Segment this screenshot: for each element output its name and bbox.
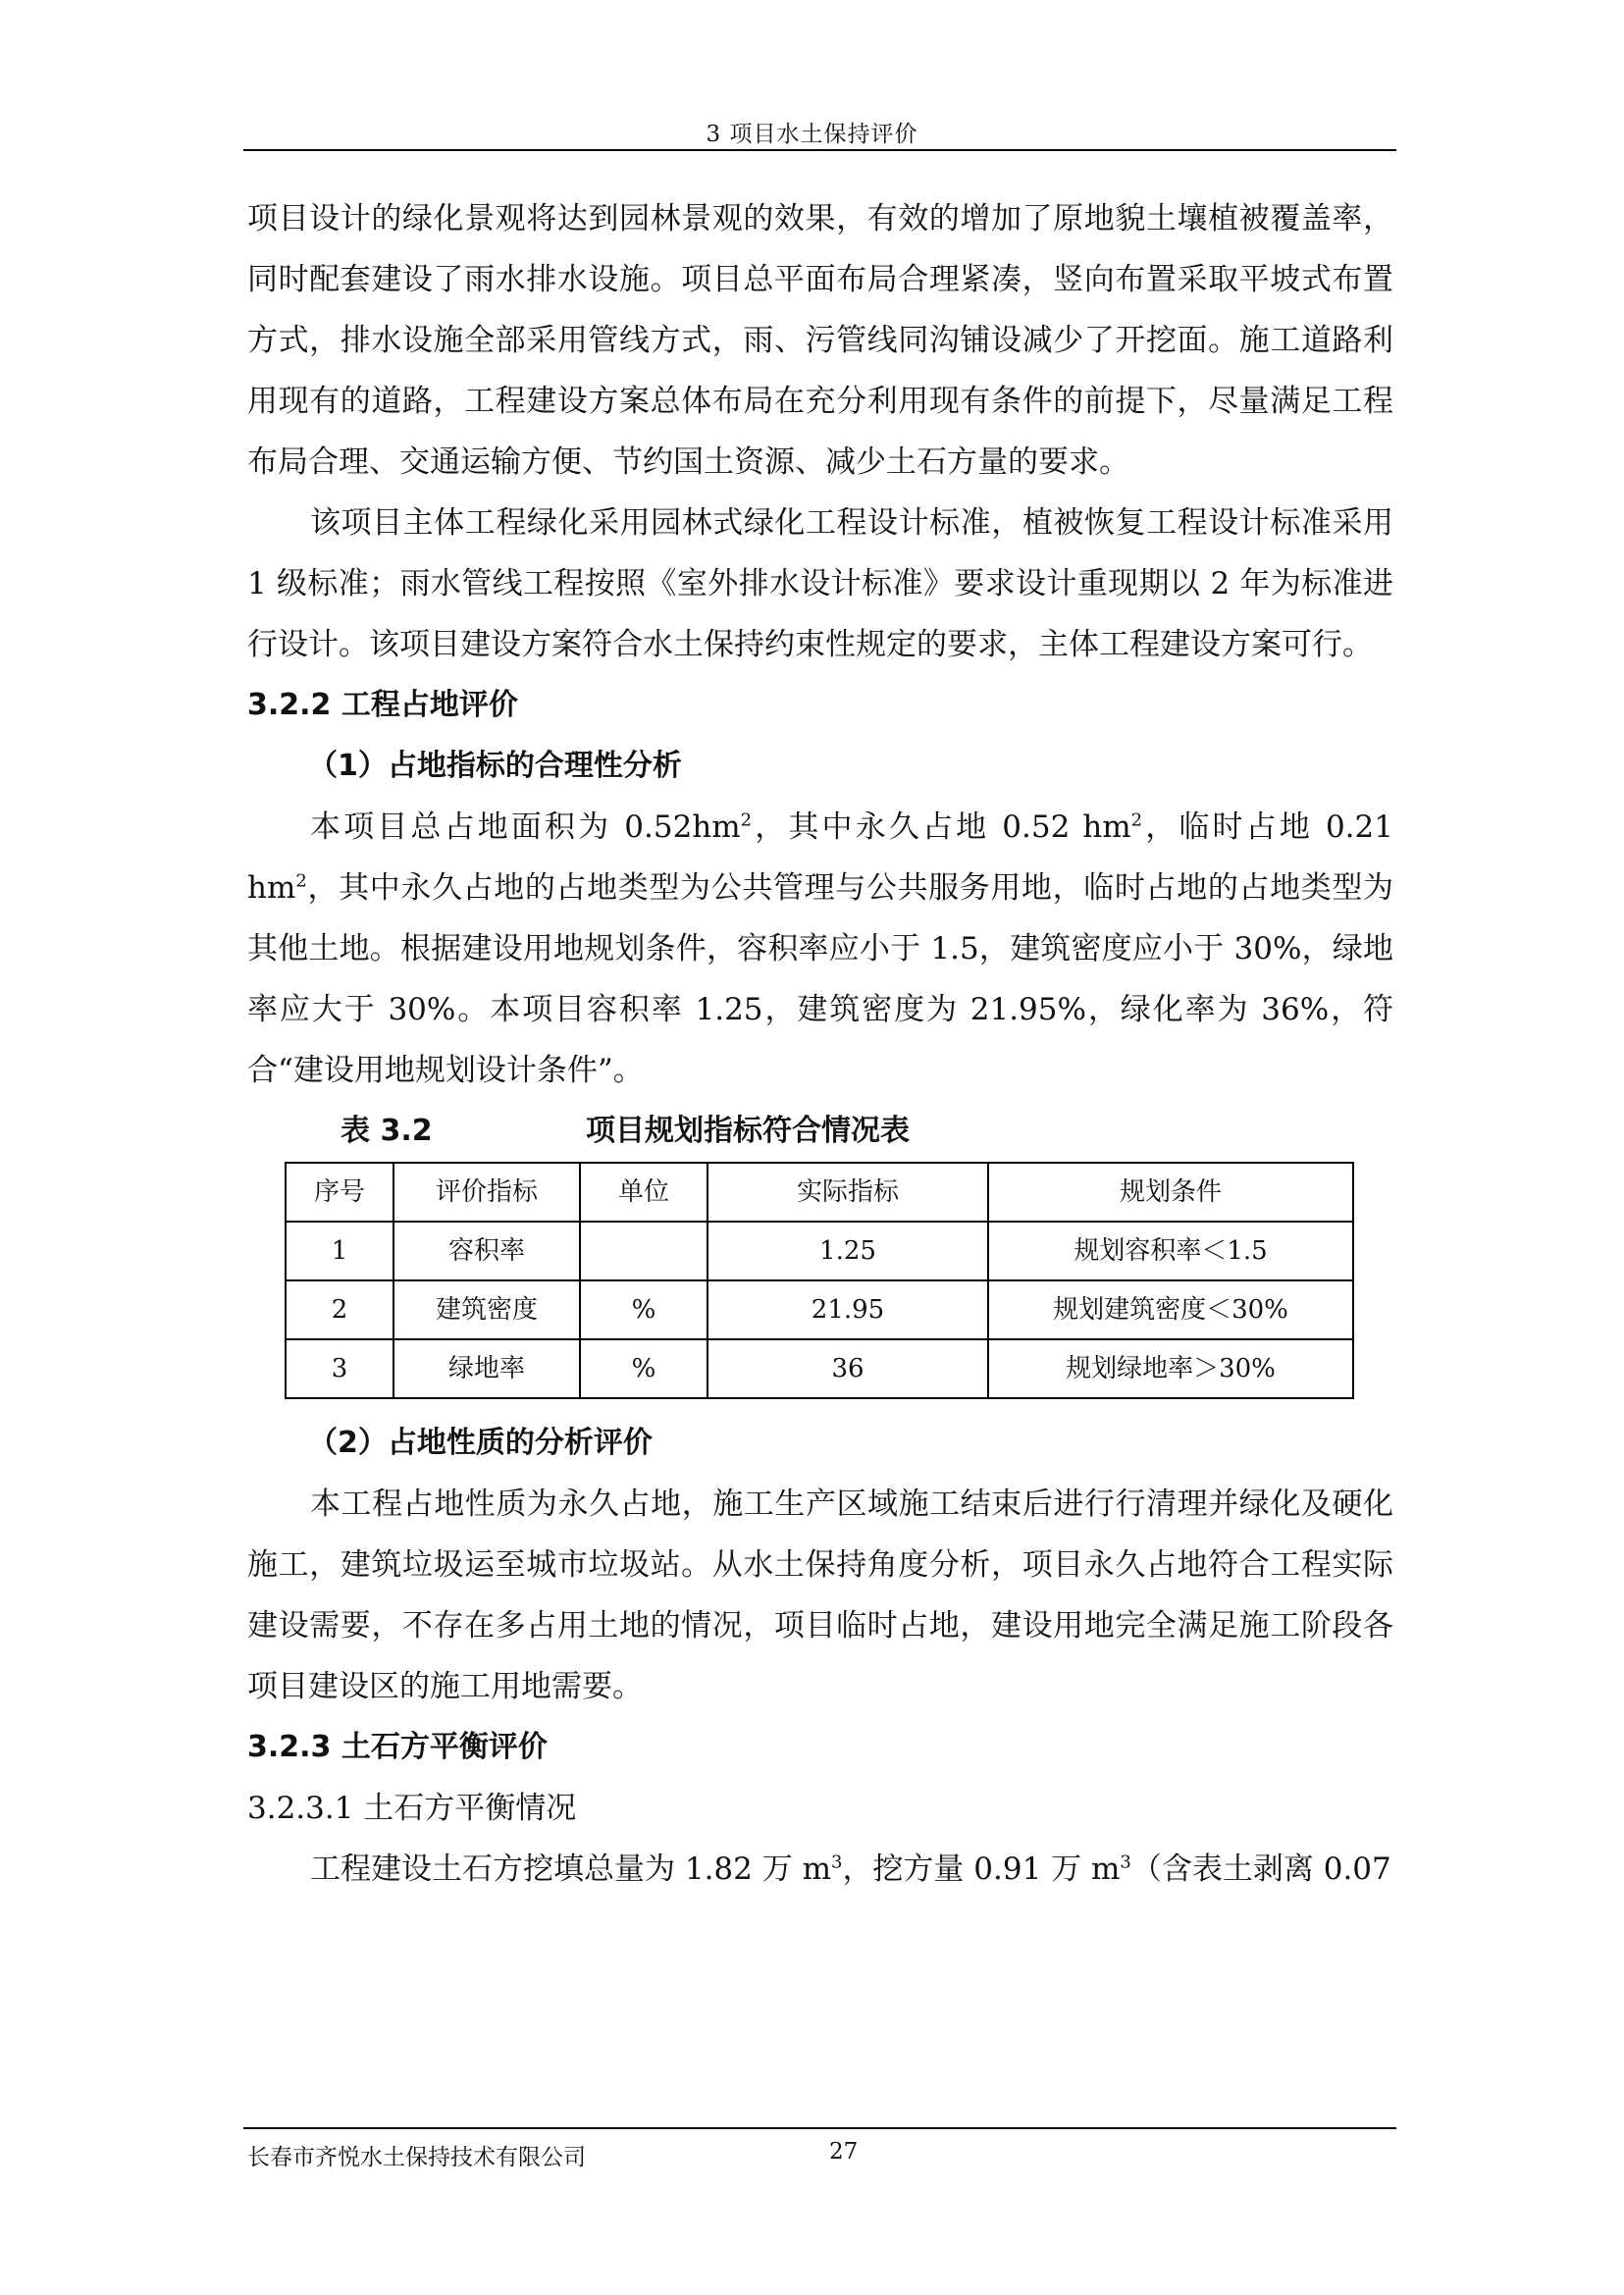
superscript: 2 — [295, 870, 307, 892]
table-row — [286, 1339, 1353, 1398]
superscript: 3 — [830, 1852, 843, 1873]
table-title: 项目规划指标符合情况表 — [586, 1114, 910, 1148]
header-cell: 单位 — [580, 1163, 707, 1222]
earthwork-text-b: ，挖方量 0.91 万 m — [842, 1852, 1121, 1887]
land-area-text-c: ，临时占地 0.21 hm — [247, 809, 1393, 906]
header-cell: 评价指标 — [393, 1163, 580, 1222]
table-cell: 规划绿地率＞30% — [988, 1339, 1353, 1398]
header-cell: 实际指标 — [707, 1163, 988, 1222]
superscript: 2 — [740, 809, 753, 831]
earthwork-text-c: （含表土剥离 0.07 — [1130, 1852, 1391, 1887]
table-caption — [247, 1101, 1393, 1162]
table-cell: 绿地率 — [393, 1339, 580, 1398]
header-rule — [243, 149, 1396, 151]
table-number: 表 3.2 — [341, 1114, 433, 1148]
footer-company: 长春市齐悦水土保持技术有限公司 — [247, 2145, 586, 2170]
table-cell: 1 — [286, 1222, 393, 1280]
running-header: 3 项目水土保持评价 — [706, 122, 918, 147]
paragraph-land-nature: 本工程占地性质为永久占地，施工生产区域施工结束后进行行清理并绿化及硬化施工，建筑垃圾运至城市垃圾站。从水土保持角度分析，项目永久占地符合工程实际建设需要，不存在多占用土地的情况，项目临时占地，建设用地完全满足施工阶段各项目建设区的施工用地需要。 — [247, 1487, 1393, 1704]
subheading-land-index: （1）占地指标的合理性分析 — [308, 749, 682, 783]
section-heading-3-2-3-1: 3.2.3.1 土石方平衡情况 — [247, 1791, 577, 1826]
earthwork-text-a: 工程建设土石方挖填总量为 1.82 万 m — [310, 1852, 831, 1887]
table-cell — [580, 1222, 707, 1280]
superscript: 3 — [1120, 1852, 1131, 1873]
table-cell: 容积率 — [393, 1222, 580, 1280]
superscript: 2 — [1130, 809, 1143, 831]
table-cell: 21.95 — [707, 1280, 988, 1339]
land-area-text-a: 本项目总占地面积为 0.52hm — [310, 809, 741, 845]
land-area-text-b: ，其中永久占地 0.52 hm — [752, 809, 1131, 845]
page-number: 27 — [829, 2139, 859, 2165]
table-cell: % — [580, 1280, 707, 1339]
table-row — [286, 1222, 1353, 1280]
table-cell: % — [580, 1339, 707, 1398]
table-cell: 3 — [286, 1339, 393, 1398]
header-cell: 序号 — [286, 1163, 393, 1222]
paragraph-design-standards: 该项目主体工程绿化采用园林式绿化工程设计标准，植被恢复工程设计标准采用 1 级标准；雨水管线工程按照《室外排水设计标准》要求设计重现期以 2 年为标准进行设计。该项目建设方案符合水土保持约束性规定的要求，主体工程建设方案可行。 — [247, 505, 1393, 662]
paragraph-layout-summary: 项目设计的绿化景观将达到园林景观的效果，有效的增加了原地貌土壤植被覆盖率，同时配套建设了雨水排水设施。项目总平面布局合理紧凑，竖向布置采取平坡式布置方式，排水设施全部采用管线方式，雨、污管线同沟铺设减少了开挖面。施工道路利用现有的道路，工程建设方案总体布局在充分利用现有条件的前提下，尽量满足工程布局合理、交通运输方便、节约国土资源、减少土石方量的要求。 — [247, 201, 1393, 480]
planning-index-table — [285, 1162, 1354, 1399]
table-header-row — [286, 1163, 1353, 1222]
table-cell: 规划建筑密度＜30% — [988, 1280, 1353, 1339]
table-row — [286, 1280, 1353, 1339]
table-cell: 2 — [286, 1280, 393, 1339]
table-cell: 规划容积率＜1.5 — [988, 1222, 1353, 1280]
table-cell: 建筑密度 — [393, 1280, 580, 1339]
header-cell: 规划条件 — [988, 1163, 1353, 1222]
section-heading-3-2-2: 3.2.2 工程占地评价 — [247, 688, 518, 722]
paragraph-earthwork — [247, 1839, 1393, 1900]
table-cell: 36 — [707, 1339, 988, 1398]
page-body — [247, 188, 1393, 1900]
table-cell: 1.25 — [707, 1222, 988, 1280]
subheading-land-nature: （2）占地性质的分析评价 — [308, 1426, 653, 1460]
paragraph-land-area — [247, 797, 1393, 1101]
section-heading-3-2-3: 3.2.3 土石方平衡评价 — [247, 1730, 548, 1764]
land-area-text-d: ，其中永久占地的占地类型为公共管理与公共服务用地，临时占地的占地类型为其他土地。根据建设用地规划条件，容积率应小于 1.5，建筑密度应小于 30%，绿地率应大于 30%。本项目容积率 1.25，建筑密度为 21.95%，绿化率为 36%，符合“建设用地规划设计条件”。 — [247, 870, 1393, 1088]
footer-rule — [243, 2127, 1396, 2129]
